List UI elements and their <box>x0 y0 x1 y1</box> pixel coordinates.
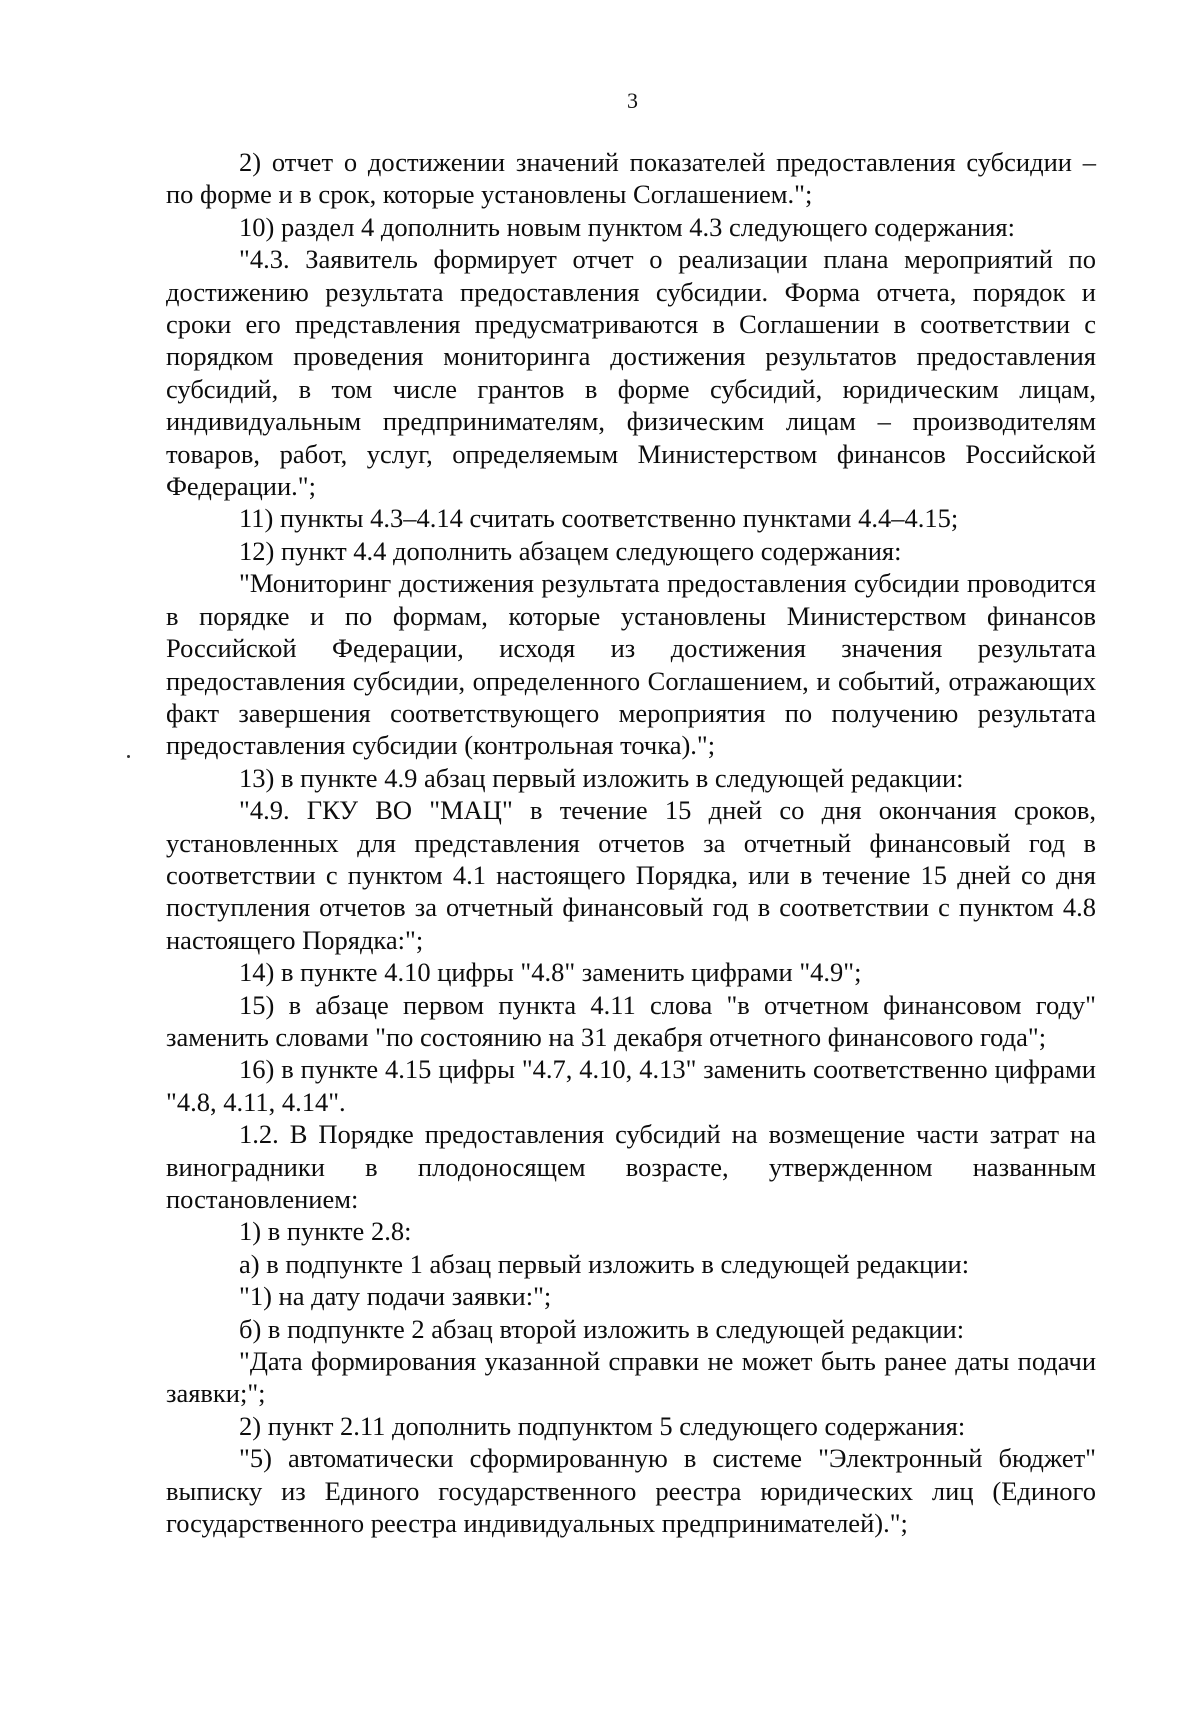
paragraph: "Дата формирования указанной справки не может быть ранее даты подачи заявки;"; <box>166 1346 1096 1409</box>
paragraph: "5) автоматически сформированную в системе "Электронный бюджет" выписку из Единого государственного реестра юридических лиц (Единого государственного реестра индивидуальных предпринимателей)."; <box>166 1443 1096 1539</box>
paragraph: 13) в пункте 4.9 абзац первый изложить в следующей редакции: <box>239 762 964 793</box>
paragraph: 2) отчет о достижении значений показателей предоставления субсидии – по форме и в срок, которые установлены Соглашением."; <box>166 147 1096 210</box>
paragraph: б) в подпункте 2 абзац второй изложить в следующей редакции: <box>239 1313 965 1344</box>
paragraph: "4.9. ГКУ ВО "МАЦ" в течение 15 дней со дня окончания сроков, установленных для представления отчетов за отчетный финансовый год в соответствии с пунктом 4.1 настоящего Порядка, или в течение 15 дней со дня поступления отчетов за отчетный финансовый год в соответствии с пунктом 4.8 настоящего Порядка:"; <box>166 795 1096 955</box>
paragraph: 10) раздел 4 дополнить новым пунктом 4.3 следующего содержания: <box>239 211 1015 242</box>
paragraph: 1.2. В Порядке предоставления субсидий на возмещение части затрат на виноградники в плодоносящем возрасте, утвержденном названным постановлением: <box>166 1119 1096 1214</box>
document-body <box>166 146 1096 1539</box>
paragraph: "4.3. Заявитель формирует отчет о реализации плана мероприятий по достижению результата предоставления субсидии. Форма отчета, порядок и сроки его представления предусматриваются в Соглашении в соответствии с порядком проведения мониторинга достижения результатов предоставления субсидий, в том числе грантов в форме субсидий, юридическим лицам, индивидуальным предпринимателям, физическим лицам – производителям товаров, работ, услуг, определяемым Министерством финансов Российской Федерации."; <box>166 244 1096 502</box>
paragraph: 12) пункт 4.4 дополнить абзацем следующего содержания: <box>239 535 902 566</box>
paragraph: а) в подпункте 1 абзац первый изложить в следующей редакции: <box>239 1248 970 1279</box>
paragraph: 15) в абзаце первом пункта 4.11 слова "в отчетном финансовом году" заменить словами "по состоянию на 31 декабря отчетного финансового года"; <box>166 989 1096 1052</box>
paragraph: "Мониторинг достижения результата предоставления субсидии проводится в порядке и по формам, которые установлены Министерством финансов Российской Федерации, исходя из достижения значения результата предоставления субсидии, определенного Соглашением, и событий, отражающих факт завершения соответствующего мероприятия по получению результата предоставления субсидии (контрольная точка)."; <box>166 568 1096 761</box>
scan-speck <box>127 755 130 758</box>
paragraph: 16) в пункте 4.15 цифры "4.7, 4.10, 4.13" заменить соответственно цифрами "4.8, 4.11, 4.14". <box>166 1054 1096 1117</box>
paragraph: 2) пункт 2.11 дополнить подпунктом 5 следующего содержания: <box>239 1410 966 1441</box>
page-number: 3 <box>627 88 638 113</box>
paragraph: 14) в пункте 4.10 цифры "4.8" заменить цифрами "4.9"; <box>239 957 862 988</box>
paragraph: 11) пункты 4.3–4.14 считать соответственно пунктами 4.4–4.15; <box>239 503 959 534</box>
paragraph: "1) на дату подачи заявки:"; <box>239 1281 552 1312</box>
paragraph: 1) в пункте 2.8: <box>239 1216 412 1247</box>
